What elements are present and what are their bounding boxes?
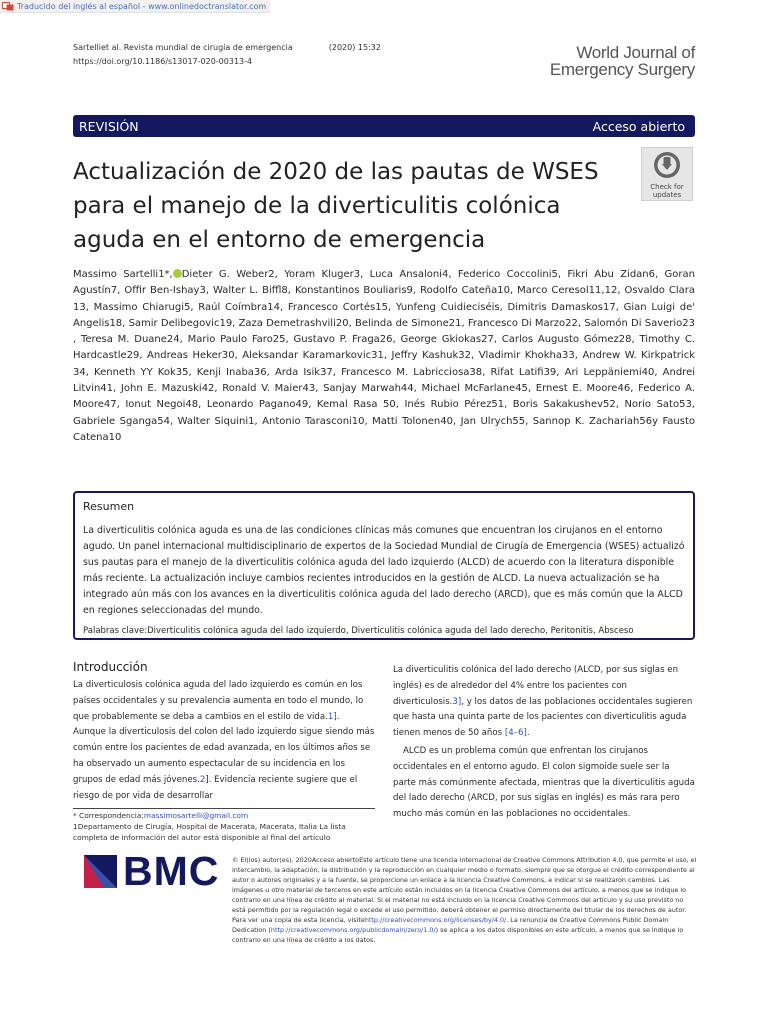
doi-link[interactable]: https://doi.org/10.1186/s13017-020-00313-4 xyxy=(73,57,253,66)
citation-header xyxy=(73,41,381,69)
abstract-text: La diverticulitis colónica aguda es una de las condiciones clínicas más comunes que encuentran los cirujanos en el entorno agudo. Un panel internacional multidisciplinario de expertos de la Sociedad Mundial de Cirugía de Emergencia (WSES) actualizó sus pautas para el manejo de la diverticulitis colónica aguda del lado izquierdo (ALCD) de acuerdo con la literatura disponible más reciente. La actualización incluye cambios recientes introducidos en la gestión de ALCD. La nueva actualización se ha integrado aún más con los avances en la diverticulitis colónica aguda del lado derecho (ARCD), que es más común que la ALCD en regiones seleccionadas del mundo. xyxy=(83,525,685,616)
bmc-logo-icon xyxy=(84,855,117,888)
license-text xyxy=(232,855,697,945)
correspondence-label: * Correspondencia: xyxy=(73,811,144,820)
license-part-b: . La renuncia de Creative Commons Public Domain Dedication ( xyxy=(232,916,669,934)
license-part-a: © El(los) autor(es). 2020Acceso abiertoEste artículo tiene una licencia internacional de Creative Commons Attribution 4.0, que permite el uso, el intercambio, la adaptación, la distribución y la reproducción en cualquier medio o formato, siempre que se otorgue el crédito correspondiente al autor o autores originales y a la fuente, se proporcione un enlace a la licencia Creative Commons, e indicar si se realizaron cambios. Las imágenes u otro material de terceros en este artículo están incluidos en la licencia Creative Commons del artículo, a menos que se indique lo contrario en una línea de crédito al material. Si el material no está incluido en la licencia Creative Commons del artículo y su uso previsto no está permitido por la regulación legal o excede el uso permitido, deberá obtener el permiso directamente del titular de los derechos de autor. Para ver una copia de esta licencia, visite xyxy=(232,856,697,924)
department: 1Departamento de Cirugía, Hospital de Macerata, Macerata, Italia La lista xyxy=(73,822,346,831)
ref-link-1[interactable]: 1] xyxy=(327,711,337,722)
ref-link-3[interactable]: 3] xyxy=(452,696,462,707)
right-text-c: . xyxy=(526,728,530,739)
citation-date: (2020) 15:32 xyxy=(328,43,381,52)
orcid-icon[interactable] xyxy=(173,269,182,278)
correspondence-email[interactable]: massimosartelli@gmail.com xyxy=(143,811,249,820)
translate-icon xyxy=(2,2,14,11)
citation: Sartelliet al. Revista mundial de cirugía de emergencia xyxy=(73,43,293,52)
author-corresponding: Massimo Sartelli1*, xyxy=(73,269,173,280)
bmc-wordmark: BMC xyxy=(123,848,220,894)
article-type: REVISIÓN xyxy=(79,118,139,134)
translator-link[interactable]: Traducido del inglés al español - www.onlinedoctranslator.com xyxy=(17,1,267,11)
check-updates-icon xyxy=(653,151,681,179)
intro-paragraph-1-cont xyxy=(393,663,695,742)
check-for-updates-badge[interactable] xyxy=(641,147,693,201)
translator-banner xyxy=(0,0,270,13)
bmc-logo xyxy=(84,848,220,894)
journal-name-line2: Emergency Surgery xyxy=(549,60,695,79)
check-badge-line2: updates xyxy=(652,191,682,199)
journal-logo xyxy=(550,44,695,78)
intro-text-b: . Aunque la diverticulosis del colon del lado izquierdo sigue siendo más común entre los pacientes de edad avanzada, en los últimos años se ha observado un aumento espectacular de su incidencia en los grupos de edad más jóvenes. xyxy=(73,711,375,785)
intro-paragraph-1 xyxy=(73,678,375,804)
keywords: Palabras clave:Diverticulitis colónica aguda del lado izquierdo, Diverticulitis colónica aguda del lado derecho, Peritonitis, Absceso xyxy=(83,626,634,636)
author-rest: Dieter G. Weber2, Yoram Kluger3, Luca Ansaloni4, Federico Coccolini5, Fikri Abu Zidan6, Goran Agustín7, Offir Ben-Ishay3, Walter L. Biffl8, Konstantinos Bouliaris9, Rodolfo Cateña10, Marco Ceresol11,12, Osvaldo Clara 13, Massimo Chiarugi5, Raúl Coímbra14, Francesco Cortés15, Yunfeng Cuidieciséis, Dimitris Damaskos17, Gian Luigi de' Angelis18, Samir Delibegovic19, Zaza Demetrashvili20, Belinda de Simone21, Francesco Di Marzo22, Salomón Di Saverio23 , Teresa M. Duane24, Mario Paulo Faro25, Gustavo P. Fraga26, George Gkiokas27, Carlos Augusto Gómez28, Timothy C. Hardcastle29, Andreas Heker30, Aleksandar Karamarkovic31, Jeffry Kashuk32, Vladimir Khokha33, Andrew W. Kirkpatrick 34, Kenneth YY Kok35, Kenji Inaba36, Arda Isik37, Francesco M. Labricciosa38, Rifat Latifi39, Ari Leppäniemi40, Andrei Litvin41, John E. Mazuski42, Ronald V. Maier43, Sanjay Marwah44, Michael McFarlane45, Ernest E. Moore46, Federico A. Moore47, Ionut Negoi48, Leonardo Pagano49, Kemal Rasa 50, Inés Rubio Pérez51, Boris Sakakushev52, Norio Sato53, Gabriele Sganga54, Walter Siquini1, Antonio Tarasconi10, Matti Tolonen40, Jan Ulrych55, Sannop K. Zachariah56y Fausto Catena10 xyxy=(73,269,696,443)
article-title: Actualización de 2020 de las pautas de WSES para el manejo de la diverticulitis colónica aguda en el entorno de emergencia xyxy=(73,159,599,253)
right-column xyxy=(393,663,695,823)
intro-text-c: ]. Evidencia reciente sugiere que el riesgo de por vida de desarrollar xyxy=(73,774,358,801)
license-part-c: ) se aplica a los datos disponibles en este artículo, a menos que se indique lo contrario en una línea de crédito a los datos. xyxy=(232,926,684,944)
cc-zero-link[interactable]: http://creativecommons.org/publicdomain/zero/1.0/ xyxy=(270,926,436,934)
footnote xyxy=(73,810,375,843)
author-list xyxy=(73,267,695,446)
right-text-a: La diverticulitis colónica del lado derecho (ALCD, por sus siglas en inglés) es de alrededor del 4% entre los pacientes con diverticulosis. xyxy=(393,665,679,707)
ref-link-4-6[interactable]: [4–6] xyxy=(504,728,527,739)
author-info-note: completa de información del autor está disponible al final del artículo xyxy=(73,833,331,842)
cc-by-link[interactable]: http://creativecommons.org/licenses/by/4.0/ xyxy=(364,916,507,924)
intro-heading: Introducción xyxy=(73,660,148,674)
right-text-b: , y los datos de las poblaciones occidentales sugieren que hasta una quinta parte de los pacientes con diverticulitis aguda tienen menos de 50 años xyxy=(393,696,693,739)
footnote-rule xyxy=(73,808,375,809)
journal-name-line1: World Journal of xyxy=(576,43,695,62)
ref-link-2[interactable]: 2 xyxy=(199,774,206,785)
open-access-label: Acceso abierto xyxy=(592,118,685,134)
check-badge-line1: Check for xyxy=(650,183,684,191)
article-type-bar xyxy=(73,115,695,137)
abstract-box xyxy=(73,491,695,640)
left-column xyxy=(73,660,375,804)
abstract-heading: Resumen xyxy=(83,500,135,513)
intro-paragraph-2: ALCD es un problema común que enfrentan los cirujanos occidentales en el entorno agudo. El colon sigmoide suele ser la parte más comúnmente afectada, mientras que la diverticulitis aguda del lado derecho (ARCD, por sus siglas en inglés) es más rara pero mucho más común en las poblaciones no occidentales. xyxy=(393,745,695,820)
intro-text-a: La diverticulosis colónica aguda del lado izquierdo es común en los países occidentales y su prevalencia aumenta en todo el mundo, lo que probablemente se deba a cambios en el estilo de vida. xyxy=(73,680,364,722)
